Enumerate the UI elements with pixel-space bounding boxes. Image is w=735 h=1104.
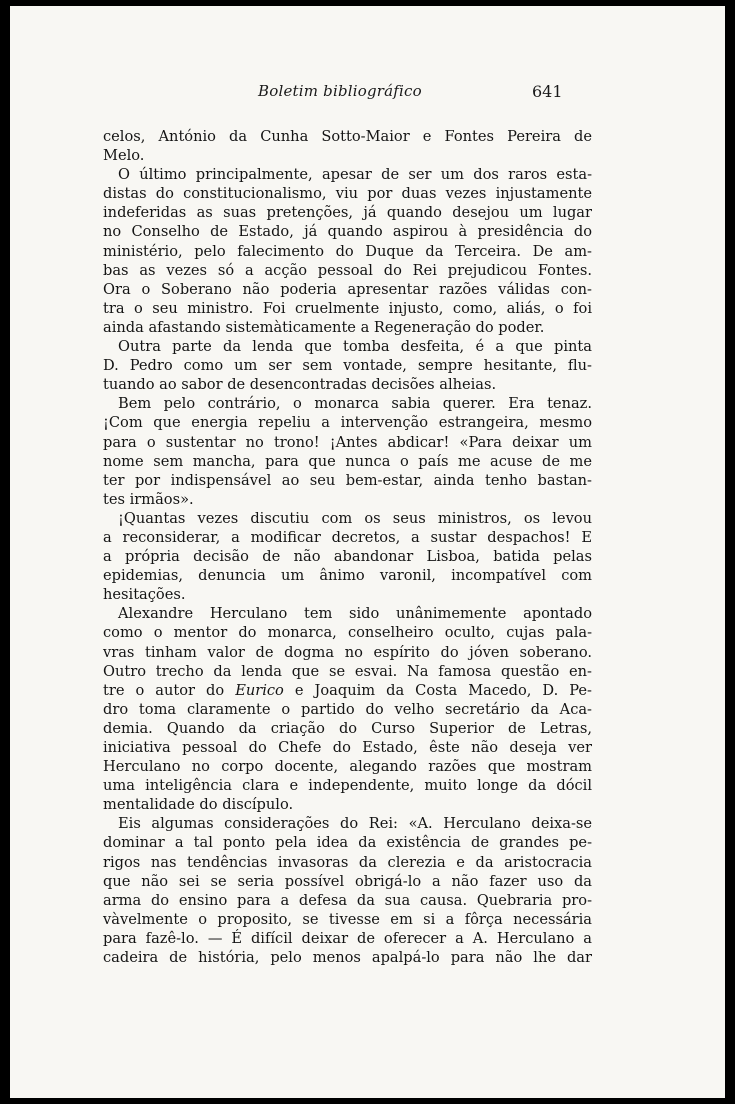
text-line: vras tinham valor de dogma no espírito do jóven soberano. <box>103 643 592 661</box>
text-line: ¡Com que energia repeliu a intervenção estrangeira, mesmo <box>103 414 592 432</box>
text-line: Bem pelo contrário, o monarca sabia querer. Era tenaz. <box>118 395 592 413</box>
text-line: Herculano no corpo docente, alegando razões que mostram <box>103 758 592 776</box>
text-line: ¡Quantas vezes discutiu com os seus ministros, os levou <box>118 509 592 527</box>
paragraph <box>103 337 592 394</box>
text-line: vàvelmente o proposito, se tivesse em si a fôrça necessária <box>103 910 592 928</box>
text-line: dominar a tal ponto pela idea da existência de grandes pe- <box>103 834 592 852</box>
text-line: arma do ensino para a defesa da sua causa. Quebraria pro- <box>103 891 592 909</box>
page-number: 641 <box>532 82 563 101</box>
text-line: tuando ao sabor de desencontradas decisões alheias. <box>103 376 497 394</box>
paragraph <box>103 814 592 967</box>
book-page <box>10 6 725 1098</box>
paragraph <box>103 127 592 165</box>
text-line: a própria decisão de não abandonar Lisboa, batida pelas <box>103 548 592 566</box>
text-line: indeferidas as suas pretenções, já quando desejou um lugar <box>103 204 592 222</box>
text-line: Alexandre Herculano tem sido unânimemente apontado <box>118 605 592 623</box>
body-text <box>103 127 592 967</box>
text-line: demia. Quando da criação do Curso Superior de Letras, <box>103 719 592 737</box>
text-line: rigos nas tendências invasoras da clerezia e da aristocracia <box>103 853 592 871</box>
text-line: dro toma claramente o partido do velho secretário da Aca- <box>103 700 592 718</box>
text-line: epidemias, denuncia um ânimo varonil, incompatível com <box>103 567 592 585</box>
text-line: Outra parte da lenda que tomba desfeita, é a que pinta <box>118 338 592 356</box>
paragraph <box>103 604 592 814</box>
text-line: para o sustentar no trono! ¡Antes abdicar! «Para deixar um <box>103 433 592 451</box>
text-line: distas do constitucionalismo, viu por duas vezes injustamente <box>103 185 592 203</box>
text-line: para fazê-lo. — É difícil deixar de oferecer a A. Herculano a <box>103 929 592 947</box>
text-line: ainda afastando sistemàticamente a Regeneração do poder. <box>103 318 545 336</box>
text-line: tre o autor do Eurico e Joaquim da Costa Macedo, D. Pe- <box>103 681 592 699</box>
text-line: cadeira de história, pelo menos apalpá-lo para não lhe dar <box>103 949 592 967</box>
paragraph <box>103 394 592 509</box>
text-line: que não sei se seria possível obrigá-lo a não fazer uso da <box>103 872 592 890</box>
text-line: Melo. <box>103 147 145 165</box>
text-line: celos, António da Cunha Sotto-Maior e Fontes Pereira de <box>103 128 592 145</box>
text-line: hesitações. <box>103 586 186 604</box>
text-line: tra o seu ministro. Foi cruelmente injusto, como, aliás, o foi <box>103 299 592 317</box>
text-line: a reconsiderar, a modificar decretos, a sustar despachos! E <box>103 528 592 546</box>
text-line: Eis algumas considerações do Rei: «A. Herculano deixa-se <box>118 815 592 833</box>
text-line: no Conselho de Estado, já quando aspirou à presidência do <box>103 223 592 241</box>
text-line: nome sem mancha, para que nunca o país me acuse de me <box>103 452 592 470</box>
text-line: mentalidade do discípulo. <box>103 796 294 814</box>
text-line: bas as vezes só a acção pessoal do Rei prejudicou Fontes. <box>103 261 592 279</box>
text-line: ministério, pelo falecimento do Duque da Terceira. De am- <box>103 242 592 260</box>
text-line: ter por indispensável ao seu bem-estar, ainda tenho bastan- <box>103 471 592 489</box>
text-line: iniciativa pessoal do Chefe do Estado, êste não deseja ver <box>103 739 592 756</box>
paragraph <box>103 165 592 337</box>
paragraph <box>103 509 592 604</box>
text-line: Outro trecho da lenda que se esvai. Na famosa questão en- <box>103 662 592 680</box>
text-line: Ora o Soberano não poderia apresentar razões válidas con- <box>103 280 592 298</box>
page-header <box>10 82 725 104</box>
text-line: O último principalmente, apesar de ser um dos raros esta- <box>118 166 592 184</box>
running-title: Boletim bibliográfico <box>258 82 422 100</box>
text-line: tes irmãos». <box>103 490 194 508</box>
text-line: D. Pedro como um ser sem vontade, sempre hesitante, flu- <box>103 357 592 375</box>
text-line: uma inteligência clara e independente, muito longe da dócil <box>103 777 592 795</box>
text-line: como o mentor do monarca, conselheiro oculto, cujas pala- <box>103 624 592 642</box>
book-title: Eurico <box>235 681 284 699</box>
